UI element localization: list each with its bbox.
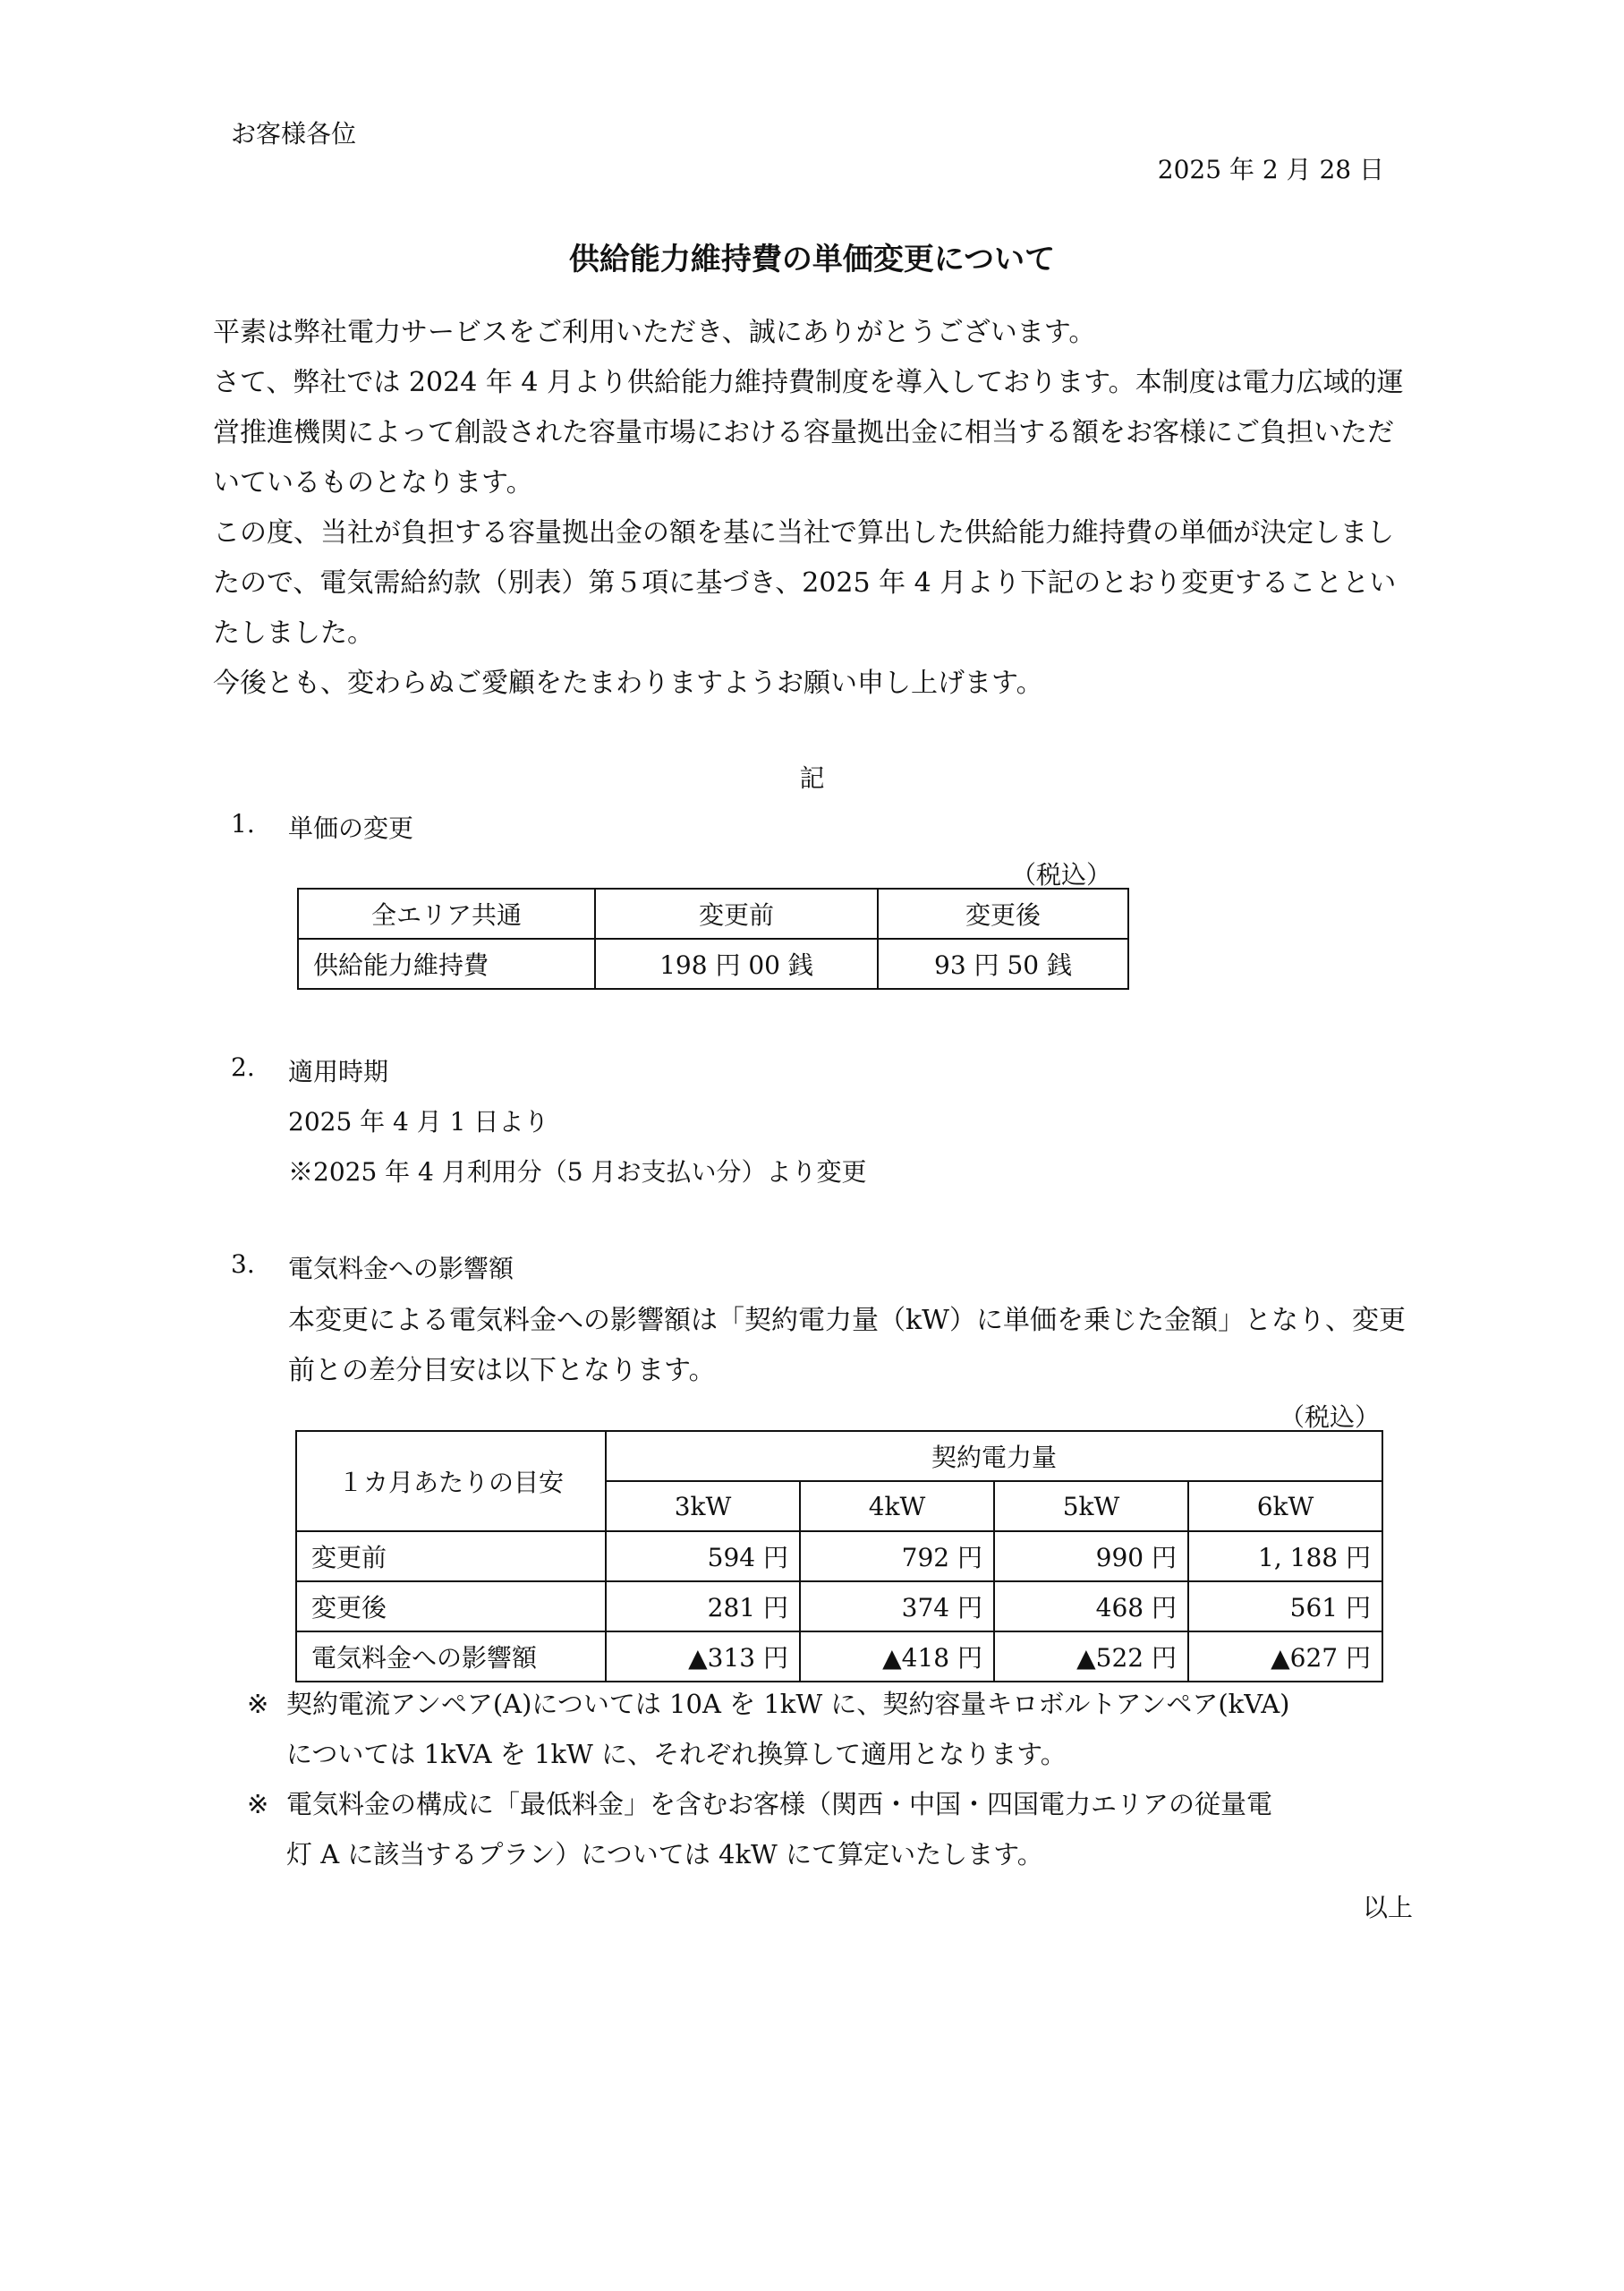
closing-mark: 以上 bbox=[1362, 1893, 1413, 1922]
table-cell: 990 円 bbox=[994, 1531, 1188, 1581]
impact-table bbox=[295, 1430, 1383, 1682]
table-corner-cell: １カ月あたりの目安 bbox=[296, 1431, 606, 1531]
footnote-line: については 1kVA を 1kW に、それぞれ換算して適用となります。 bbox=[286, 1739, 1067, 1769]
footnote-mark: ※ bbox=[247, 1689, 269, 1719]
table-header-cell: 変更後 bbox=[878, 889, 1128, 939]
intro-text bbox=[213, 308, 1416, 709]
intro-paragraph: 平素は弊社電力サービスをご利用いただき、誠にありがとうございます。 bbox=[213, 317, 1096, 348]
table-group-header: 契約電力量 bbox=[606, 1431, 1382, 1481]
table-cell: ▲313 円 bbox=[606, 1631, 800, 1682]
addressee: お客様各位 bbox=[231, 119, 357, 149]
footnote-line: 契約電流アンペア(A)については 10A を 1kW に、契約容量キロボルトアンペア(kVA) bbox=[286, 1689, 1290, 1719]
section3-body: 前との差分目安は以下となります。 bbox=[288, 1355, 716, 1386]
table-row bbox=[298, 889, 1128, 939]
table-cell: 374 円 bbox=[800, 1581, 994, 1631]
table-cell: 供給能力維持費 bbox=[298, 939, 595, 989]
intro-paragraph: さて、弊社では 2024 年 4 月より供給能力維持費制度を導入しております。本制度は電力広域的運営推進機関によって創設された容量市場における容量拠出金に相当する額をお客様にご負担いただいているものとなります。 bbox=[213, 367, 1404, 498]
table-row bbox=[296, 1631, 1382, 1682]
section3-body: 本変更による電気料金への影響額は「契約電力量（kW）に単価を乗じた金額」となり、変更 bbox=[288, 1305, 1407, 1336]
table-cell: ▲522 円 bbox=[994, 1631, 1188, 1682]
table-cell: ▲627 円 bbox=[1188, 1631, 1382, 1682]
unit-price-table bbox=[297, 888, 1129, 990]
table-cell: 281 円 bbox=[606, 1581, 800, 1631]
table-cell: 198 円 00 銭 bbox=[595, 939, 878, 989]
table-header-cell: 全エリア共通 bbox=[298, 889, 595, 939]
table-row-label: 変更後 bbox=[296, 1581, 606, 1631]
footnote-line: 電気料金の構成に「最低料金」を含むお客様（関西・中国・四国電力エリアの従量電 bbox=[286, 1789, 1273, 1819]
document-title: 供給能力維持費の単価変更について bbox=[568, 242, 1056, 277]
section2-line: 2025 年 4 月 1 日より bbox=[288, 1107, 549, 1137]
table-cell: 468 円 bbox=[994, 1581, 1188, 1631]
table-header-cell: 6kW bbox=[1188, 1481, 1382, 1531]
intro-paragraph: この度、当社が負担する容量拠出金の額を基に当社で算出した供給能力維持費の単価が決定しましたので、電気需給約款（別表）第５項に基づき、2025 年 4 月より下記のとおり変更することといたしました。 bbox=[213, 517, 1397, 649]
table-row bbox=[296, 1531, 1382, 1581]
section2-heading: 適用時期 bbox=[288, 1057, 389, 1086]
section2-number: 2. bbox=[231, 1052, 255, 1082]
table-cell: 561 円 bbox=[1188, 1581, 1382, 1631]
table-cell: ▲418 円 bbox=[800, 1631, 994, 1682]
footnote bbox=[247, 1779, 1273, 1879]
table-cell: 792 円 bbox=[800, 1531, 994, 1581]
ki-marker: 記 bbox=[799, 763, 825, 793]
section3-tax-note: （税込） bbox=[1280, 1402, 1381, 1432]
table-cell: 1, 188 円 bbox=[1188, 1531, 1382, 1581]
section3-heading: 電気料金への影響額 bbox=[288, 1254, 514, 1283]
footnote-line: 灯 A に該当するプラン）については 4kW にて算定いたします。 bbox=[286, 1839, 1043, 1869]
table-header-cell: 4kW bbox=[800, 1481, 994, 1531]
table-row bbox=[296, 1581, 1382, 1631]
table-row-label: 変更前 bbox=[296, 1531, 606, 1581]
table-row bbox=[298, 939, 1128, 989]
section3-number: 3. bbox=[231, 1249, 255, 1279]
table-header-cell: 3kW bbox=[606, 1481, 800, 1531]
table-cell: 93 円 50 銭 bbox=[878, 939, 1128, 989]
intro-paragraph: 今後とも、変わらぬご愛顧をたまわりますようお願い申し上げます。 bbox=[213, 668, 1043, 699]
table-row bbox=[296, 1431, 1382, 1481]
footnote-mark: ※ bbox=[247, 1789, 269, 1819]
section2-line: ※2025 年 4 月利用分（5 月お支払い分）より変更 bbox=[288, 1157, 867, 1187]
section1-heading: 単価の変更 bbox=[288, 813, 414, 843]
table-row-label: 電気料金への影響額 bbox=[296, 1631, 606, 1682]
footnote bbox=[247, 1679, 1290, 1779]
table-header-cell: 5kW bbox=[994, 1481, 1188, 1531]
document-date: 2025 年 2 月 28 日 bbox=[1157, 155, 1384, 184]
section1-tax-note: （税込） bbox=[1011, 860, 1112, 890]
table-cell: 594 円 bbox=[606, 1531, 800, 1581]
section1-number: 1. bbox=[231, 809, 255, 839]
table-header-cell: 変更前 bbox=[595, 889, 878, 939]
